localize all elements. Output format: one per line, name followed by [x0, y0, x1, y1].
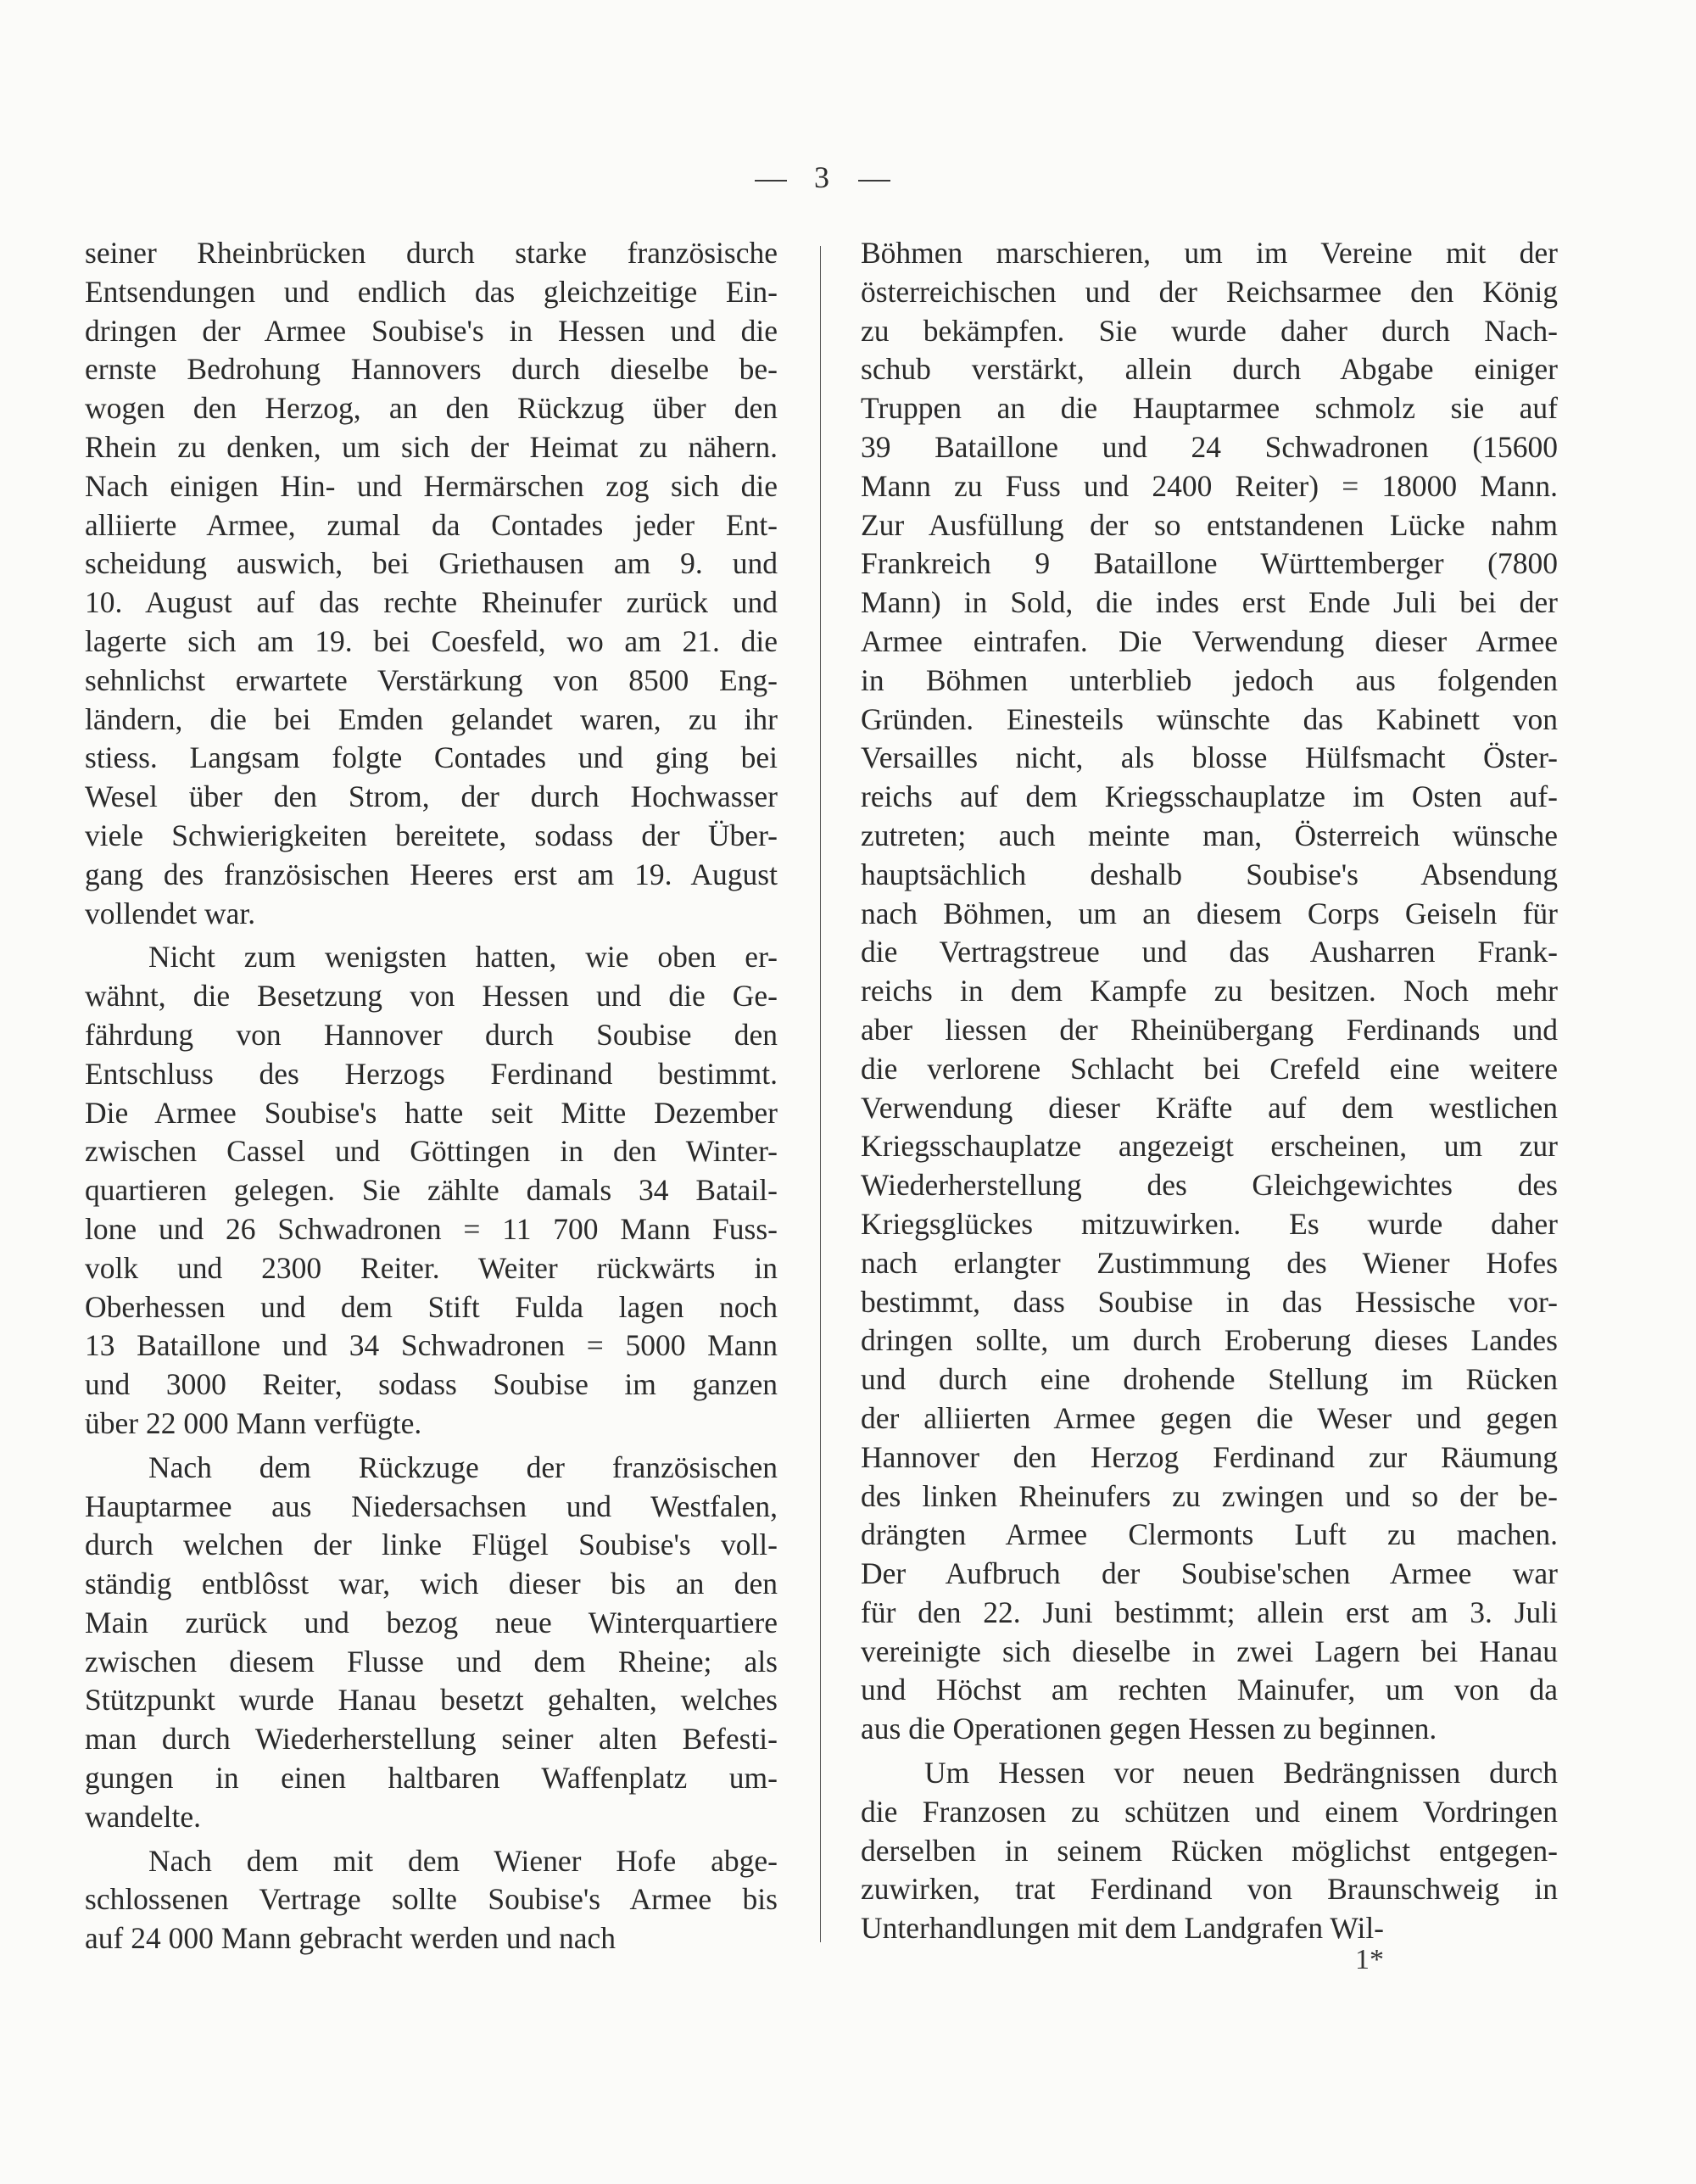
text-line: stiess. Langsam folgte Contades und ging bei: [85, 740, 778, 775]
dash-left: [755, 180, 787, 182]
text-line: vereinigte sich dieselbe in zwei Lagern bei Hanau: [861, 1634, 1558, 1668]
text-line: viele Schwierigkeiten bereitete, sodass der Über-: [85, 818, 778, 852]
text-line: und Höchst am rechten Mainufer, um von da: [861, 1673, 1558, 1707]
text-line: reichs in dem Kampfe zu besitzen. Noch mehr: [861, 974, 1558, 1008]
text-line: fährdung von Hannover durch Soubise den: [85, 1017, 778, 1052]
text-line: Armee eintrafen. Die Verwendung dieser Armee: [861, 623, 1558, 658]
text-line: Truppen an die Hauptarmee schmolz sie auf: [861, 391, 1558, 426]
text-line: aus die Operationen gegen Hessen zu beginnen.: [861, 1712, 1437, 1746]
text-line: zuwirken, trat Ferdinand von Braunschweig in: [861, 1872, 1558, 1907]
text-line: Hauptarmee aus Niedersachsen und Westfalen,: [85, 1489, 778, 1523]
text-line: 39 Bataillone und 24 Schwadronen (15600: [861, 429, 1558, 464]
text-line: ländern, die bei Emden gelandet waren, zu ihr: [85, 701, 778, 736]
text-line: Unterhandlungen mit dem Landgrafen Wil-: [861, 1911, 1385, 1946]
text-line: volk und 2300 Reiter. Weiter rückwärts in: [85, 1250, 778, 1285]
text-line: zwischen diesem Flusse und dem Rheine; als: [85, 1644, 778, 1678]
text-line: Hannover den Herzog Ferdinand zur Räumung: [861, 1439, 1558, 1474]
text-line: Zur Ausfüllung der so entstandenen Lücke nahm: [861, 507, 1558, 542]
text-line: dringen der Armee Soubise's in Hessen und die: [85, 313, 778, 348]
text-line: Wesel über den Strom, der durch Hochwasser: [85, 779, 778, 814]
text-line: gungen in einen haltbaren Waffenplatz um-: [85, 1761, 778, 1796]
text-line: Wiederherstellung des Gleichgewichtes des: [861, 1168, 1558, 1203]
text-line: die verlorene Schlacht bei Crefeld eine weitere: [861, 1051, 1558, 1086]
text-line: Nach einigen Hin- und Hermärschen zog sich die: [85, 468, 778, 503]
text-line: der alliierten Armee gegen die Weser und gegen: [861, 1400, 1558, 1435]
text-line: Entsendungen und endlich das gleichzeitige Ein-: [85, 274, 778, 309]
text-line: seiner Rheinbrücken durch starke französische: [85, 236, 778, 270]
text-line: aber liessen der Rheinübergang Ferdinands und: [861, 1012, 1558, 1047]
text-line: Entschluss des Herzogs Ferdinand bestimmt.: [85, 1056, 778, 1091]
text-line: auf 24 000 Mann gebracht werden und nach: [85, 1921, 616, 1956]
text-line: Mann) in Sold, die indes erst Ende Juli bei der: [861, 585, 1558, 620]
signature-mark: 1*: [1355, 1944, 1384, 1975]
text-line: Der Aufbruch der Soubise'schen Armee war: [861, 1556, 1558, 1591]
text-line: des linken Rheinufers zu zwingen und so der be-: [861, 1478, 1558, 1513]
text-line: die Vertragstreue und das Ausharren Frank-: [861, 935, 1558, 969]
text-line: 13 Bataillone und 34 Schwadronen = 5000 Mann: [85, 1328, 778, 1363]
text-line: zutreten; auch meinte man, Österreich wünsche: [861, 818, 1558, 852]
text-line: Nach dem Rückzuge der französischen: [148, 1449, 778, 1484]
text-line: Gründen. Einesteils wünschte das Kabinett von: [861, 701, 1558, 736]
text-line: über 22 000 Mann verfügte.: [85, 1405, 422, 1440]
text-line: Rhein zu denken, um sich der Heimat zu nähern.: [85, 429, 778, 464]
text-line: wandelte.: [85, 1799, 202, 1834]
text-line: ernste Bedrohung Hannovers durch dieselbe be-: [85, 352, 778, 387]
text-line: und 3000 Reiter, sodass Soubise im ganzen: [85, 1367, 778, 1402]
text-line: Oberhessen und dem Stift Fulda lagen noch: [85, 1289, 778, 1324]
text-line: Die Armee Soubise's hatte seit Mitte Dezember: [85, 1095, 778, 1130]
text-line: Kriegsschauplatze angezeigt erscheinen, um zur: [861, 1129, 1558, 1164]
text-line: lagerte sich am 19. bei Coesfeld, wo am 21. die: [85, 623, 778, 658]
text-line: Um Hessen vor neuen Bedrängnissen durch: [924, 1756, 1558, 1790]
text-line: man durch Wiederherstellung seiner alten Befesti-: [85, 1722, 778, 1757]
text-line: Stützpunkt wurde Hanau besetzt gehalten, welches: [85, 1683, 778, 1718]
text-line: und durch eine drohende Stellung im Rücken: [861, 1362, 1558, 1397]
text-line: wähnt, die Besetzung von Hessen und die Ge-: [85, 979, 778, 1014]
text-line: quartieren gelegen. Sie zählte damals 34 Batail-: [85, 1173, 778, 1208]
text-line: lone und 26 Schwadronen = 11 700 Mann Fuss-: [85, 1211, 778, 1246]
text-line: in Böhmen unterblieb jedoch aus folgenden: [861, 662, 1558, 697]
text-line: Böhmen marschieren, um im Vereine mit der: [861, 236, 1558, 270]
page-number: [0, 159, 1645, 195]
text-line: nach Böhmen, um an diesem Corps Geiseln für: [861, 896, 1558, 930]
text-line: schub verstärkt, allein durch Abgabe einiger: [861, 352, 1558, 387]
text-line: derselben in seinem Rücken möglichst entgegen-: [861, 1833, 1558, 1868]
left-column: [85, 234, 778, 1958]
text-line: nach erlangter Zustimmung des Wiener Hofes: [861, 1245, 1558, 1280]
text-line: Nach dem mit dem Wiener Hofe abge-: [148, 1843, 778, 1878]
right-column: [861, 234, 1558, 1948]
text-line: Versailles nicht, als blosse Hülfsmacht Öster-: [861, 740, 1558, 775]
text-line: Kriegsglückes mitzuwirken. Es wurde daher: [861, 1206, 1558, 1241]
text-line: österreichischen und der Reichsarmee den König: [861, 274, 1558, 309]
text-line: Main zurück und bezog neue Winterquartiere: [85, 1605, 778, 1639]
text-line: drängten Armee Clermonts Luft zu machen.: [861, 1517, 1558, 1552]
text-line: Verwendung dieser Kräfte auf dem westlichen: [861, 1090, 1558, 1125]
text-line: wogen den Herzog, an den Rückzug über den: [85, 391, 778, 426]
text-line: für den 22. Juni bestimmt; allein erst am 3. Juli: [861, 1595, 1558, 1629]
text-line: scheidung auswich, bei Griethausen am 9. und: [85, 546, 778, 581]
text-line: schlossenen Vertrage sollte Soubise's Armee bis: [85, 1882, 778, 1917]
text-line: Frankreich 9 Bataillone Württemberger (7800: [861, 546, 1558, 581]
text-line: zu bekämpfen. Sie wurde daher durch Nach-: [861, 313, 1558, 348]
text-line: sehnlichst erwartete Verstärkung von 8500 Eng-: [85, 662, 778, 697]
text-line: 10. August auf das rechte Rheinufer zurück und: [85, 585, 778, 620]
text-line: gang des französischen Heeres erst am 19. August: [85, 857, 778, 891]
text-line: reichs auf dem Kriegsschauplatze im Osten auf-: [861, 779, 1558, 814]
text-line: die Franzosen zu schützen und einem Vordringen: [861, 1794, 1558, 1829]
text-line: alliierte Armee, zumal da Contades jeder Ent-: [85, 507, 778, 542]
text-line: dringen sollte, um durch Eroberung dieses Landes: [861, 1323, 1558, 1358]
dash-right: [858, 180, 890, 182]
text-line: zwischen Cassel und Göttingen in den Winter-: [85, 1134, 778, 1169]
text-line: Mann zu Fuss und 2400 Reiter) = 18000 Mann.: [861, 468, 1558, 503]
text-line: ständig entblôsst war, wich dieser bis an den: [85, 1567, 778, 1601]
text-line: hauptsächlich deshalb Soubise's Absendung: [861, 857, 1558, 891]
text-line: durch welchen der linke Flügel Soubise's voll-: [85, 1528, 778, 1562]
text-line: Nicht zum wenigsten hatten, wie oben er-: [148, 940, 778, 975]
text-line: vollendet war.: [85, 896, 256, 930]
page-number-value: 3: [814, 160, 831, 194]
text-line: bestimmt, dass Soubise in das Hessische vor-: [861, 1284, 1558, 1319]
column-divider: [820, 246, 821, 1942]
